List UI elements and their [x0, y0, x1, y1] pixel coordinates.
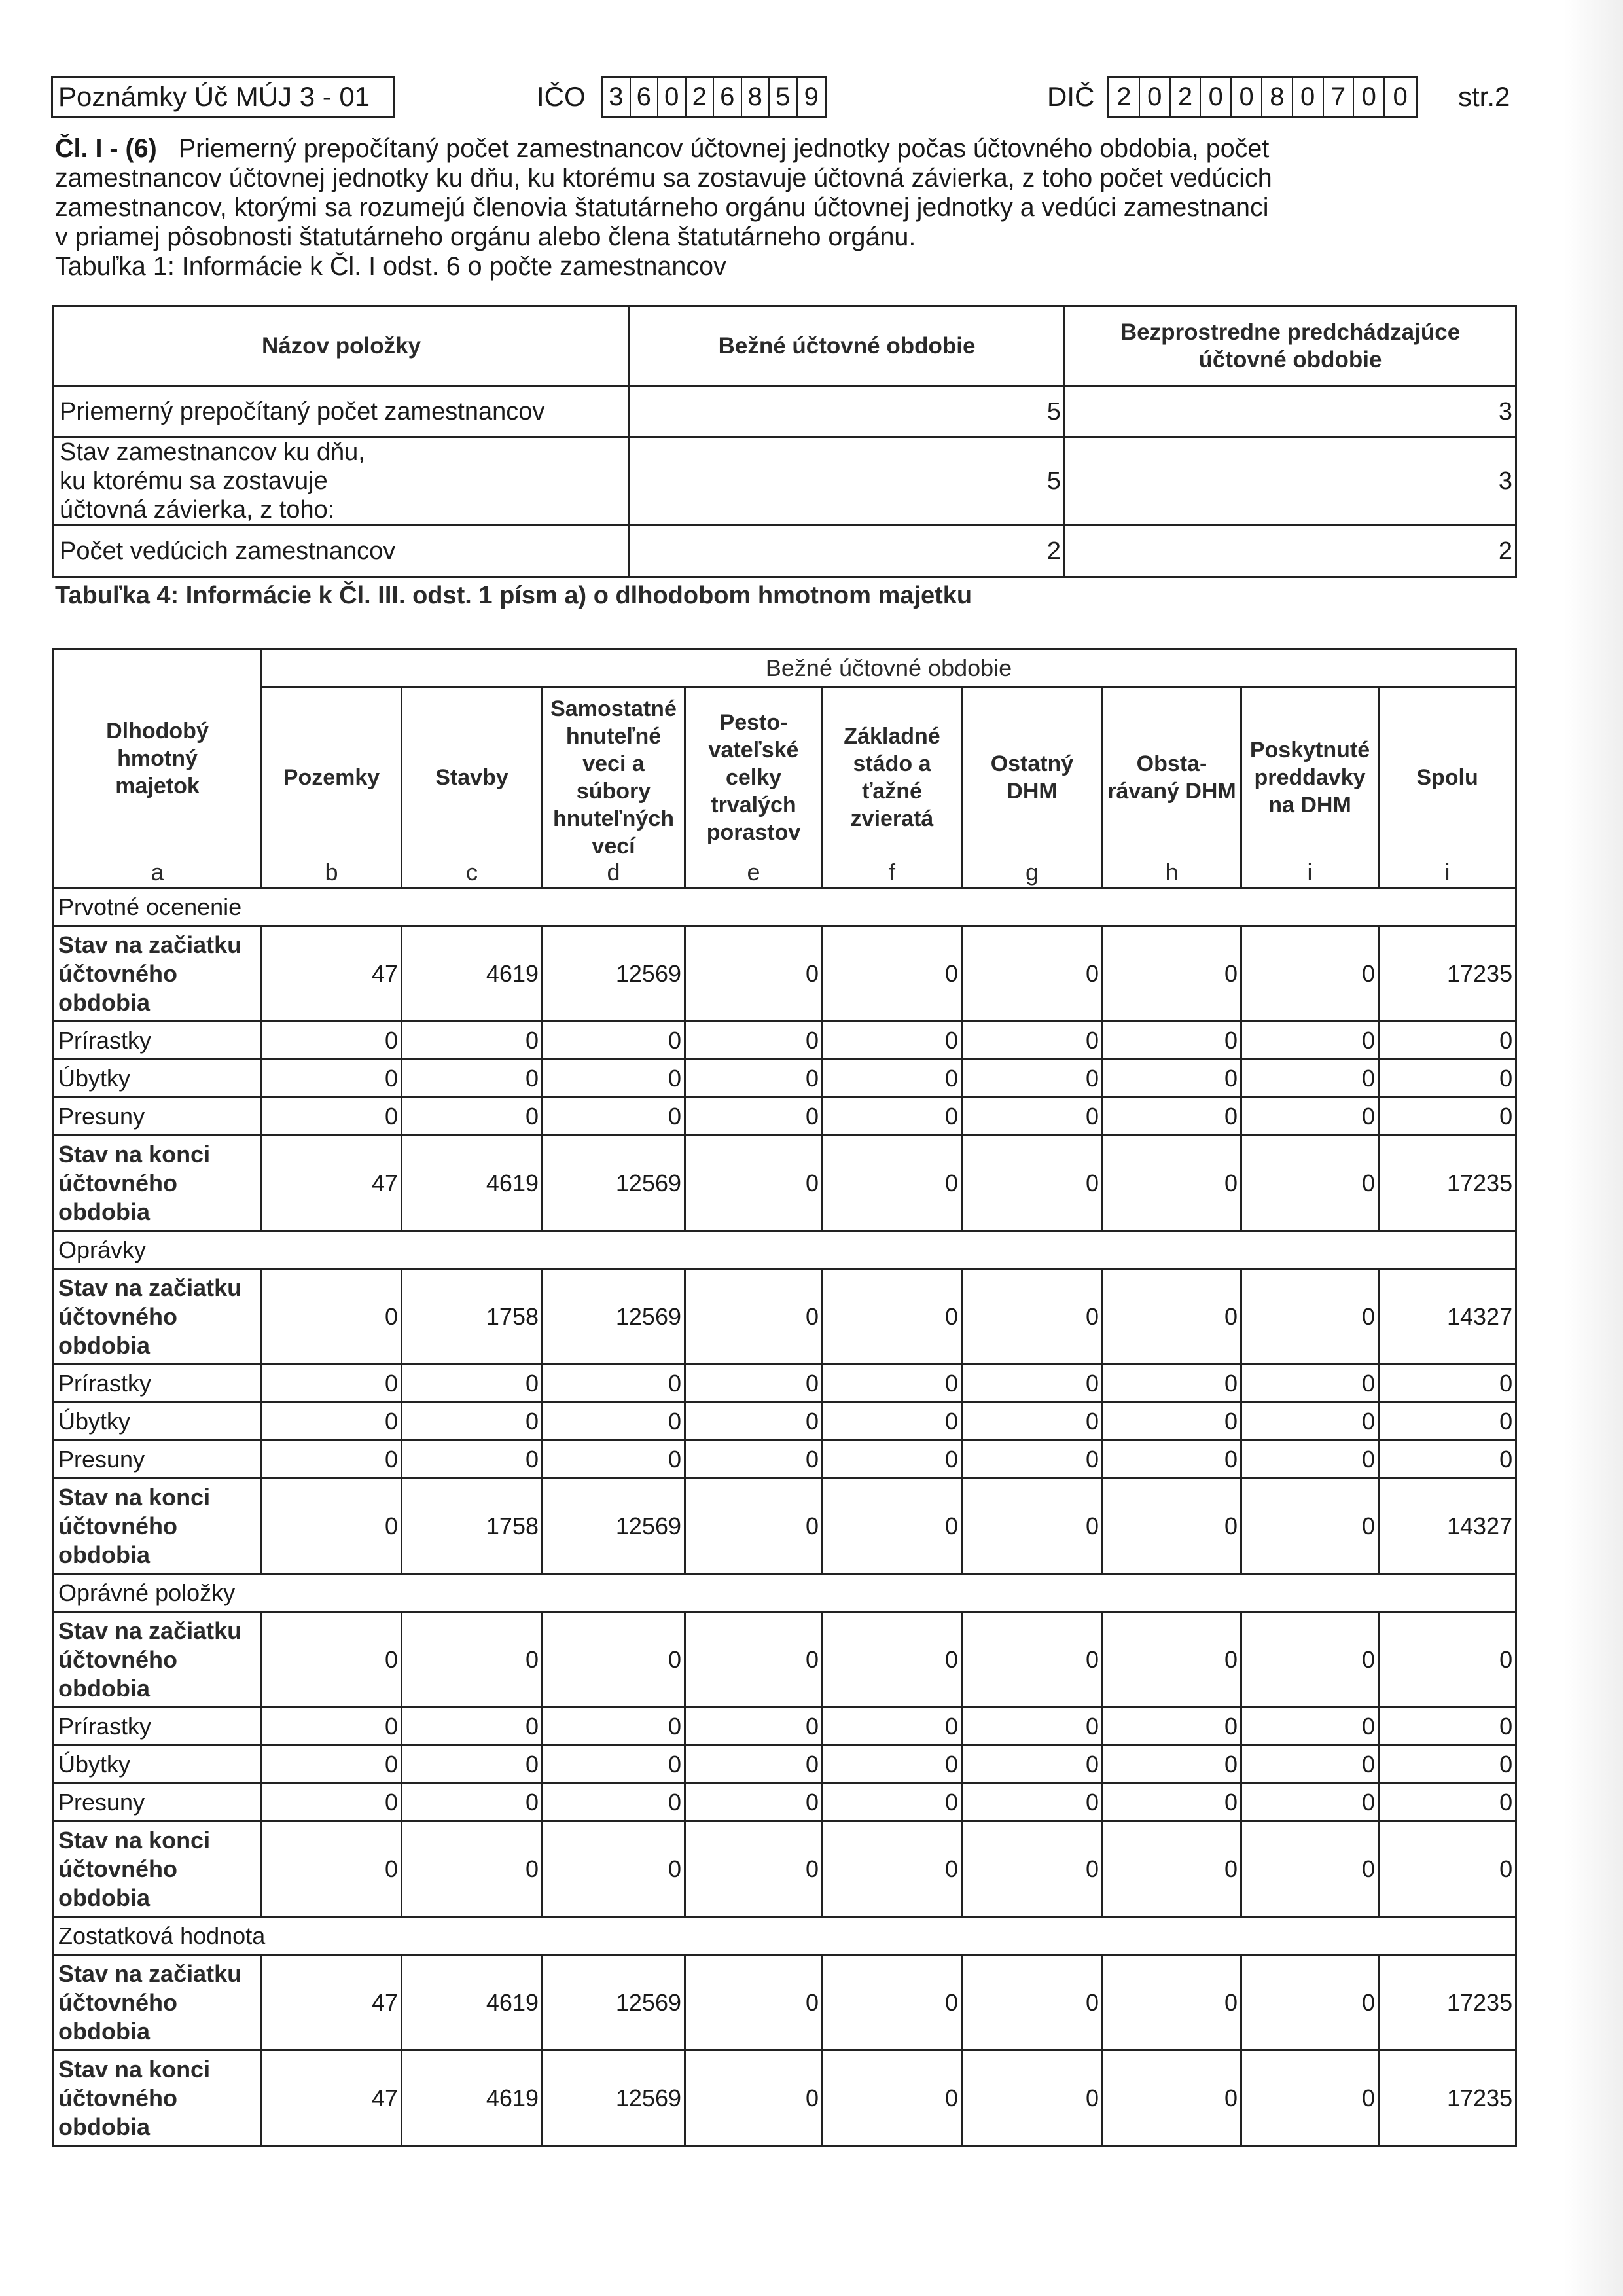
table1-caption: Tabuľka 1: Informácie k Čl. I odst. 6 o počte zamestnancov	[55, 252, 726, 281]
row-label: Priemerný prepočítaný počet zamestnancov	[54, 386, 630, 437]
row-label: Stav na konci účtovného obdobia	[54, 1479, 262, 1574]
table-row	[54, 1269, 1516, 1365]
value-cell-pestovatelske-celky: 0	[685, 1365, 823, 1403]
value-cell-ostatny-dhm: 0	[962, 1022, 1103, 1060]
ico-digit: 8	[742, 78, 770, 116]
value-cell-hnutelne-veci: 12569	[543, 926, 685, 1022]
value-cell-spolu: 0	[1379, 1821, 1516, 1917]
table-row	[54, 1955, 1516, 2051]
value-cell-stavby: 4619	[402, 2051, 543, 2146]
value-cell-pozemky: 0	[262, 1060, 402, 1098]
row-label: Stav zamestnancov ku dňu, ku ktorému sa zostavuje účtovná závierka, z toho:	[54, 437, 630, 526]
table-row	[54, 1060, 1516, 1098]
value-cell-spolu: 0	[1379, 1403, 1516, 1441]
value-cell-pozemky: 0	[262, 1098, 402, 1136]
dic-digit: 0	[1201, 78, 1232, 116]
group-header-current-period: Bežné účtovné obdobie	[262, 649, 1516, 687]
value-cell-pestovatelske-celky: 0	[685, 1746, 823, 1784]
value-cell-pestovatelske-celky: 0	[685, 1060, 823, 1098]
value-cell-obstaravany-dhm: 0	[1103, 1821, 1241, 1917]
value-cell-spolu: 0	[1379, 1746, 1516, 1784]
value-cell-zakladne-stado: 0	[823, 1136, 962, 1231]
value-cell-zakladne-stado: 0	[823, 1708, 962, 1746]
value-cell-ostatny-dhm: 0	[962, 2051, 1103, 2146]
row-label: Prírastky	[54, 1022, 262, 1060]
value-cell-ostatny-dhm: 0	[962, 1365, 1103, 1403]
row-label: Stav na začiatku účtovného obdobia	[54, 1612, 262, 1708]
value-cell-preddavky: 0	[1241, 1955, 1379, 2051]
value-cell-obstaravany-dhm: 0	[1103, 1612, 1241, 1708]
value-cell-pestovatelske-celky: 0	[685, 1612, 823, 1708]
value-cell-spolu: 0	[1379, 1022, 1516, 1060]
value-cell-obstaravany-dhm: 0	[1103, 1746, 1241, 1784]
value-cell-zakladne-stado: 0	[823, 1955, 962, 2051]
value-cell-zakladne-stado: 0	[823, 1784, 962, 1821]
col-header-stavby: Stavby c	[402, 687, 543, 888]
value-cell-ostatny-dhm: 0	[962, 1098, 1103, 1136]
row-label: Stav na začiatku účtovného obdobia	[54, 1269, 262, 1365]
value-cell-zakladne-stado: 0	[823, 1441, 962, 1479]
value-cell-zakladne-stado: 0	[823, 1060, 962, 1098]
section-row	[54, 888, 1516, 926]
section-title: Oprávky	[54, 1231, 1516, 1269]
value-cell-stavby: 0	[402, 1708, 543, 1746]
value-cell-pozemky: 0	[262, 1479, 402, 1574]
value-cell-ostatny-dhm: 0	[962, 926, 1103, 1022]
table-row	[54, 1708, 1516, 1746]
value-cell-hnutelne-veci: 0	[543, 1060, 685, 1098]
value-cell-pestovatelske-celky: 0	[685, 1136, 823, 1231]
value-cell-stavby: 0	[402, 1612, 543, 1708]
table-row	[54, 437, 1516, 526]
col-header-previous-period: Bezprostredne predchádzajúce účtovné obdobie	[1065, 306, 1516, 386]
row-label: Stav na začiatku účtovného obdobia	[54, 1955, 262, 2051]
value-cell-spolu: 0	[1379, 1060, 1516, 1098]
value-cell-preddavky: 0	[1241, 1612, 1379, 1708]
value-cell-pozemky: 47	[262, 926, 402, 1022]
value-cell-obstaravany-dhm: 0	[1103, 1441, 1241, 1479]
value-cell-zakladne-stado: 0	[823, 1403, 962, 1441]
value-cell-zakladne-stado: 0	[823, 1098, 962, 1136]
value-cell-zakladne-stado: 0	[823, 1269, 962, 1365]
value-cell-pozemky: 0	[262, 1821, 402, 1917]
value-cell-hnutelne-veci: 0	[543, 1365, 685, 1403]
value-cell-pozemky: 47	[262, 1955, 402, 2051]
form-code-box	[51, 76, 395, 118]
value-cell-stavby: 0	[402, 1365, 543, 1403]
value-cell-ostatny-dhm: 0	[962, 1441, 1103, 1479]
value-cell-zakladne-stado: 0	[823, 1022, 962, 1060]
row-label: Úbytky	[54, 1746, 262, 1784]
value-cell-obstaravany-dhm: 0	[1103, 1136, 1241, 1231]
value-cell-ostatny-dhm: 0	[962, 1746, 1103, 1784]
row-label: Stav na začiatku účtovného obdobia	[54, 926, 262, 1022]
value-cell-pozemky: 0	[262, 1612, 402, 1708]
value-cell-pestovatelske-celky: 0	[685, 1098, 823, 1136]
value-cell-stavby: 1758	[402, 1269, 543, 1365]
value-cell-hnutelne-veci: 0	[543, 1403, 685, 1441]
col-header-obstaravany-dhm: Obsta-rávaný DHM h	[1103, 687, 1241, 888]
value-cell-hnutelne-veci: 0	[543, 1821, 685, 1917]
previous-value: 3	[1065, 437, 1516, 526]
value-cell-hnutelne-veci: 0	[543, 1612, 685, 1708]
table-row	[54, 1136, 1516, 1231]
value-cell-hnutelne-veci: 0	[543, 1098, 685, 1136]
value-cell-zakladne-stado: 0	[823, 1612, 962, 1708]
dic-digit: 2	[1171, 78, 1202, 116]
value-cell-zakladne-stado: 0	[823, 1821, 962, 1917]
value-cell-hnutelne-veci: 0	[543, 1441, 685, 1479]
row-label: Úbytky	[54, 1403, 262, 1441]
value-cell-obstaravany-dhm: 0	[1103, 1365, 1241, 1403]
employees-table	[52, 305, 1517, 578]
value-cell-stavby: 0	[402, 1821, 543, 1917]
value-cell-spolu: 0	[1379, 1098, 1516, 1136]
value-cell-ostatny-dhm: 0	[962, 1136, 1103, 1231]
value-cell-ostatny-dhm: 0	[962, 1479, 1103, 1574]
dic-digit-boxes	[1107, 76, 1418, 118]
ico-digit: 6	[714, 78, 742, 116]
section-title: Prvotné ocenenie	[54, 888, 1516, 926]
value-cell-ostatny-dhm: 0	[962, 1708, 1103, 1746]
value-cell-stavby: 4619	[402, 1955, 543, 2051]
col-header-current-period: Bežné účtovné obdobie	[630, 306, 1065, 386]
value-cell-hnutelne-veci: 0	[543, 1746, 685, 1784]
value-cell-stavby: 0	[402, 1441, 543, 1479]
col-header-pestovatelske-celky: Pesto-vateľské celky trvalých porastov e	[685, 687, 823, 888]
value-cell-spolu: 0	[1379, 1612, 1516, 1708]
value-cell-spolu: 14327	[1379, 1479, 1516, 1574]
ico-digit: 3	[603, 78, 631, 116]
form-code: Poznámky Úč MÚJ 3 - 01	[58, 81, 370, 112]
value-cell-obstaravany-dhm: 0	[1103, 1060, 1241, 1098]
value-cell-pestovatelske-celky: 0	[685, 1955, 823, 2051]
section-ref: Čl. I - (6)	[55, 134, 157, 163]
value-cell-stavby: 0	[402, 1098, 543, 1136]
value-cell-pozemky: 47	[262, 1136, 402, 1231]
ico-digit: 9	[804, 82, 819, 111]
value-cell-pozemky: 0	[262, 1746, 402, 1784]
value-cell-stavby: 1758	[402, 1479, 543, 1574]
value-cell-preddavky: 0	[1241, 2051, 1379, 2146]
section-row	[54, 1917, 1516, 1955]
row-label: Stav na konci účtovného obdobia	[54, 1136, 262, 1231]
value-cell-stavby: 0	[402, 1060, 543, 1098]
section-row	[54, 1574, 1516, 1612]
section-line-2: zamestnancov účtovnej jednotky ku dňu, ku ktorému sa zostavuje účtovná závierka, z toho počet vedúcich	[55, 164, 1272, 192]
value-cell-ostatny-dhm: 0	[962, 1784, 1103, 1821]
value-cell-hnutelne-veci: 12569	[543, 1955, 685, 2051]
value-cell-hnutelne-veci: 0	[543, 1022, 685, 1060]
value-cell-pozemky: 0	[262, 1441, 402, 1479]
col-header-item-name: Názov položky	[54, 306, 630, 386]
col-header-preddavky: Poskytnuté preddavky na DHM i	[1241, 687, 1379, 888]
value-cell-stavby: 0	[402, 1746, 543, 1784]
value-cell-pozemky: 0	[262, 1365, 402, 1403]
value-cell-preddavky: 0	[1241, 1269, 1379, 1365]
table-row	[54, 1441, 1516, 1479]
value-cell-pestovatelske-celky: 0	[685, 2051, 823, 2146]
value-cell-ostatny-dhm: 0	[962, 1060, 1103, 1098]
ico-digit: 5	[770, 78, 798, 116]
table-row	[54, 1612, 1516, 1708]
value-cell-preddavky: 0	[1241, 1403, 1379, 1441]
table-row	[54, 1098, 1516, 1136]
section-title: Zostatková hodnota	[54, 1917, 1516, 1955]
table-row	[54, 1403, 1516, 1441]
table-row	[54, 1746, 1516, 1784]
value-cell-spolu: 0	[1379, 1708, 1516, 1746]
tangible-assets-table	[52, 648, 1517, 2147]
table-row	[54, 926, 1516, 1022]
value-cell-preddavky: 0	[1241, 1098, 1379, 1136]
value-cell-hnutelne-veci: 0	[543, 1784, 685, 1821]
value-cell-pestovatelske-celky: 0	[685, 1403, 823, 1441]
value-cell-zakladne-stado: 0	[823, 2051, 962, 2146]
table-row	[54, 386, 1516, 437]
value-cell-stavby: 0	[402, 1784, 543, 1821]
value-cell-stavby: 4619	[402, 926, 543, 1022]
dic-digit: 0	[1293, 78, 1324, 116]
row-label: Presuny	[54, 1441, 262, 1479]
value-cell-stavby: 4619	[402, 1136, 543, 1231]
value-cell-preddavky: 0	[1241, 1821, 1379, 1917]
table-row	[54, 2051, 1516, 2146]
section-line-1: Čl. I - (6) Priemerný prepočítaný počet zamestnancov účtovnej jednotky počas účtovného obdobia, počet	[55, 134, 1270, 163]
value-cell-obstaravany-dhm: 0	[1103, 2051, 1241, 2146]
dic-digit: 2	[1109, 78, 1140, 116]
value-cell-preddavky: 0	[1241, 1784, 1379, 1821]
value-cell-ostatny-dhm: 0	[962, 1403, 1103, 1441]
value-cell-ostatny-dhm: 0	[962, 1821, 1103, 1917]
value-cell-preddavky: 0	[1241, 1060, 1379, 1098]
value-cell-preddavky: 0	[1241, 1746, 1379, 1784]
ico-label: IČO	[537, 81, 586, 112]
value-cell-spolu: 0	[1379, 1365, 1516, 1403]
previous-value: 2	[1065, 526, 1516, 577]
value-cell-pestovatelske-celky: 0	[685, 1269, 823, 1365]
value-cell-pestovatelske-celky: 0	[685, 1022, 823, 1060]
value-cell-obstaravany-dhm: 0	[1103, 1022, 1241, 1060]
table-row	[54, 1821, 1516, 1917]
value-cell-hnutelne-veci: 12569	[543, 1269, 685, 1365]
value-cell-ostatny-dhm: 0	[962, 1955, 1103, 2051]
value-cell-obstaravany-dhm: 0	[1103, 1098, 1241, 1136]
ico-digit: 6	[631, 78, 659, 116]
col-header-a: Dlhodobý hmotný majetok a	[54, 649, 262, 888]
dic-digit: 0	[1232, 78, 1262, 116]
value-cell-pestovatelske-celky: 0	[685, 1441, 823, 1479]
value-cell-spolu: 17235	[1379, 2051, 1516, 2146]
value-cell-preddavky: 0	[1241, 1365, 1379, 1403]
value-cell-obstaravany-dhm: 0	[1103, 1955, 1241, 2051]
table-row	[54, 1365, 1516, 1403]
row-label: Stav na konci účtovného obdobia	[54, 2051, 262, 2146]
row-label: Presuny	[54, 1098, 262, 1136]
value-cell-preddavky: 0	[1241, 1022, 1379, 1060]
value-cell-obstaravany-dhm: 0	[1103, 926, 1241, 1022]
value-cell-pozemky: 0	[262, 1269, 402, 1365]
value-cell-pozemky: 0	[262, 1708, 402, 1746]
row-label: Stav na konci účtovného obdobia	[54, 1821, 262, 1917]
value-cell-hnutelne-veci: 12569	[543, 2051, 685, 2146]
value-cell-pozemky: 47	[262, 2051, 402, 2146]
value-cell-spolu: 14327	[1379, 1269, 1516, 1365]
table-row	[54, 1022, 1516, 1060]
table4-title: Tabuľka 4: Informácie k Čl. III. odst. 1 písm a) o dlhodobom hmotnom majetku	[55, 582, 972, 609]
value-cell-preddavky: 0	[1241, 1479, 1379, 1574]
row-label: Počet vedúcich zamestnancov	[54, 526, 630, 577]
value-cell-spolu: 17235	[1379, 1955, 1516, 2051]
value-cell-stavby: 0	[402, 1403, 543, 1441]
value-cell-pozemky: 0	[262, 1784, 402, 1821]
value-cell-ostatny-dhm: 0	[962, 1269, 1103, 1365]
value-cell-pestovatelske-celky: 0	[685, 1821, 823, 1917]
value-cell-obstaravany-dhm: 0	[1103, 1403, 1241, 1441]
value-cell-stavby: 0	[402, 1022, 543, 1060]
value-cell-preddavky: 0	[1241, 1441, 1379, 1479]
dic-digit: 0	[1393, 82, 1408, 111]
value-cell-hnutelne-veci: 12569	[543, 1136, 685, 1231]
value-cell-pozemky: 0	[262, 1022, 402, 1060]
scan-shadow-edge	[1564, 0, 1623, 2296]
dic-digit: 0	[1140, 78, 1171, 116]
previous-value: 3	[1065, 386, 1516, 437]
page-number: str.2	[1458, 81, 1510, 112]
value-cell-pestovatelske-celky: 0	[685, 1784, 823, 1821]
value-cell-hnutelne-veci: 0	[543, 1708, 685, 1746]
value-cell-preddavky: 0	[1241, 1136, 1379, 1231]
value-cell-spolu: 0	[1379, 1441, 1516, 1479]
value-cell-hnutelne-veci: 12569	[543, 1479, 685, 1574]
value-cell-zakladne-stado: 0	[823, 926, 962, 1022]
row-label: Presuny	[54, 1784, 262, 1821]
table-row	[54, 526, 1516, 577]
ico-digit: 0	[658, 78, 687, 116]
value-cell-spolu: 17235	[1379, 1136, 1516, 1231]
section-text	[55, 134, 1364, 281]
row-label: Prírastky	[54, 1708, 262, 1746]
value-cell-obstaravany-dhm: 0	[1103, 1784, 1241, 1821]
section-row	[54, 1231, 1516, 1269]
table-row	[54, 1479, 1516, 1574]
col-header-zakladne-stado: Základné stádo a ťažné zvieratá f	[823, 687, 962, 888]
value-cell-pozemky: 0	[262, 1403, 402, 1441]
value-cell-zakladne-stado: 0	[823, 1746, 962, 1784]
ico-digit-boxes	[601, 76, 827, 118]
section-title: Oprávné položky	[54, 1574, 1516, 1612]
section-line-3: zamestnancov, ktorými sa rozumejú členovia štatutárneho orgánu účtovnej jednotky a vedúci zamestnanci	[55, 193, 1269, 222]
current-value: 5	[630, 386, 1065, 437]
col-header-pozemky: Pozemky b	[262, 687, 402, 888]
value-cell-pestovatelske-celky: 0	[685, 1708, 823, 1746]
value-cell-obstaravany-dhm: 0	[1103, 1269, 1241, 1365]
table-row	[54, 1784, 1516, 1821]
col-header-spolu: Spolu i	[1379, 687, 1516, 888]
dic-digit: 8	[1262, 78, 1293, 116]
value-cell-preddavky: 0	[1241, 1708, 1379, 1746]
value-cell-pestovatelske-celky: 0	[685, 1479, 823, 1574]
value-cell-pestovatelske-celky: 0	[685, 926, 823, 1022]
section-line-4: v priamej pôsobnosti štatutárneho orgánu alebo člena štatutárneho orgánu.	[55, 223, 916, 251]
value-cell-zakladne-stado: 0	[823, 1365, 962, 1403]
value-cell-spolu: 0	[1379, 1784, 1516, 1821]
current-value: 5	[630, 437, 1065, 526]
dic-digit: 7	[1324, 78, 1355, 116]
value-cell-obstaravany-dhm: 0	[1103, 1708, 1241, 1746]
dic-digit: 0	[1354, 78, 1385, 116]
row-label: Úbytky	[54, 1060, 262, 1098]
row-label: Prírastky	[54, 1365, 262, 1403]
value-cell-ostatny-dhm: 0	[962, 1612, 1103, 1708]
current-value: 2	[630, 526, 1065, 577]
value-cell-preddavky: 0	[1241, 926, 1379, 1022]
value-cell-zakladne-stado: 0	[823, 1479, 962, 1574]
col-header-ostatny-dhm: Ostatný DHM g	[962, 687, 1103, 888]
value-cell-obstaravany-dhm: 0	[1103, 1479, 1241, 1574]
value-cell-spolu: 17235	[1379, 926, 1516, 1022]
col-header-hnutelne-veci: Samostatné hnuteľné veci a súbory hnuteľných vecí d	[543, 687, 685, 888]
dic-label: DIČ	[1047, 81, 1095, 112]
ico-digit: 2	[687, 78, 715, 116]
